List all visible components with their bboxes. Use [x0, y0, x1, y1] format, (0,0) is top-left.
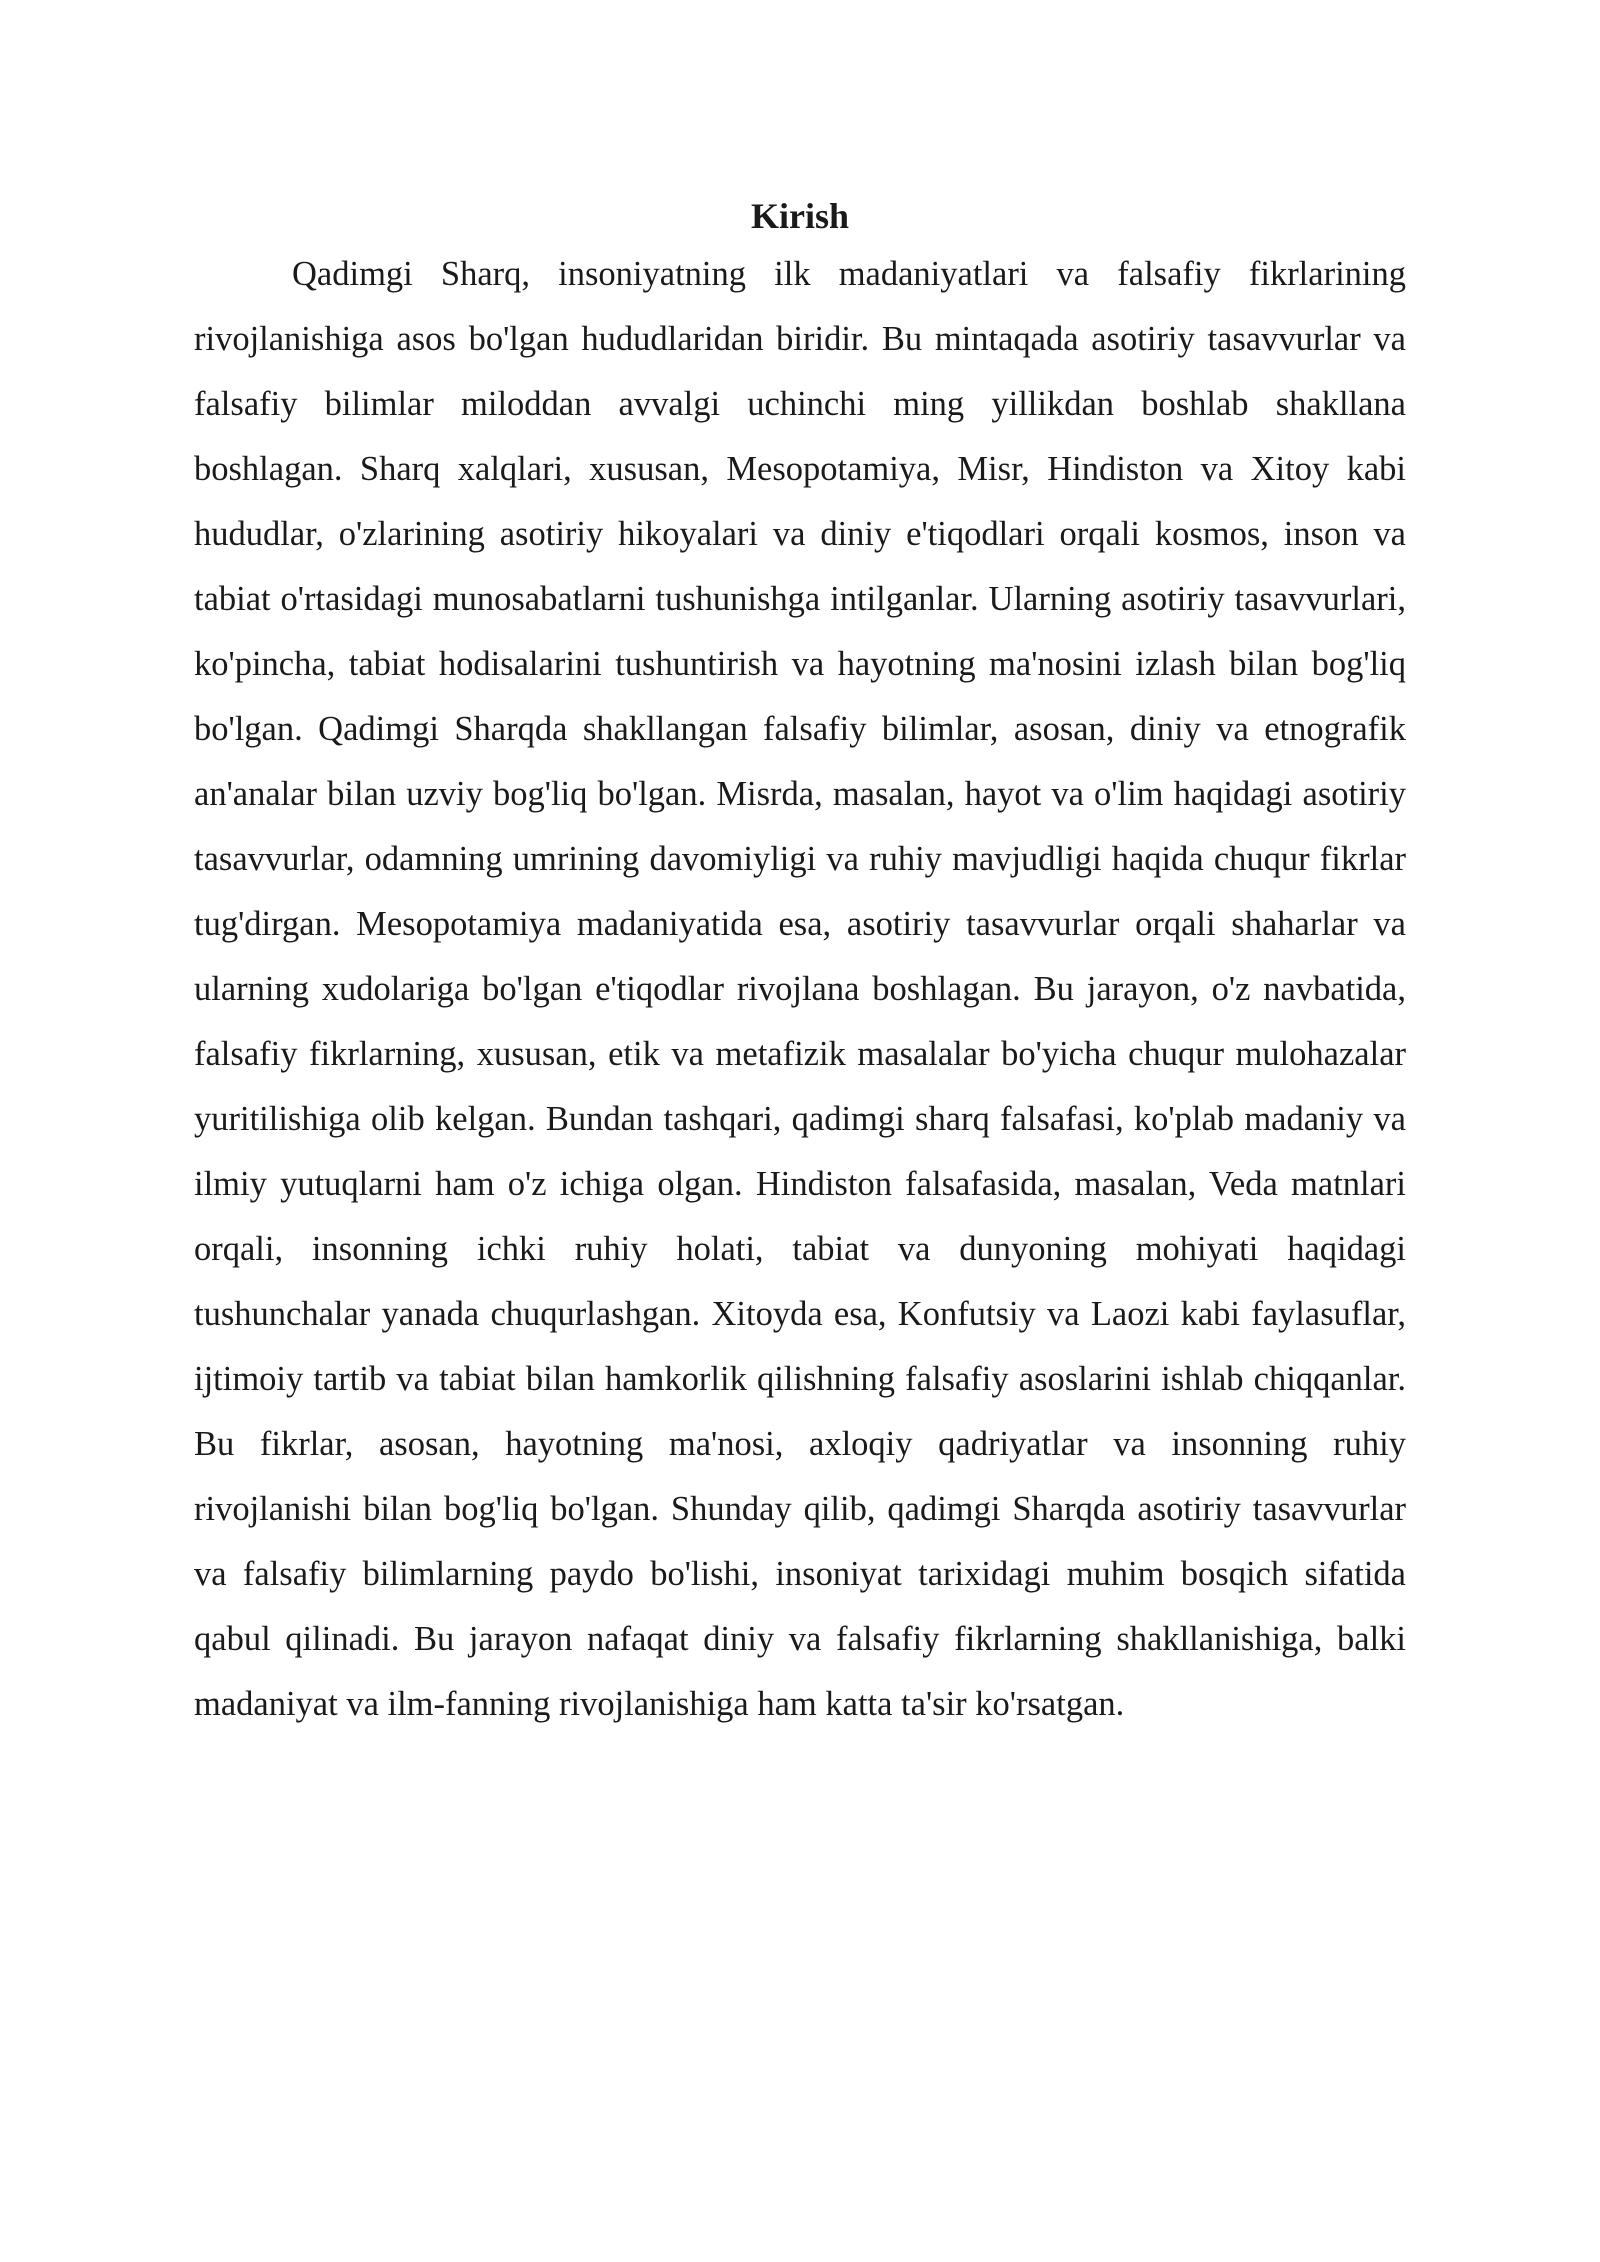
page-content: [194, 190, 1406, 1737]
body-paragraph: Qadimgi Sharq, insoniyatning ilk madaniyatlari va falsafiy fikrlarining rivojlanishiga asos bo'lgan hududlaridan biridir. Bu mintaqada asotiriy tasavvurlar va falsafiy bilimlar miloddan avvalgi uchinchi ming yillikdan boshlab shakllana boshlagan. Sharq xalqlari, xususan, Mesopotamiya, Misr, Hindiston va Xitoy kabi hududlar, o'zlarining asotiriy hikoyalari va diniy e'tiqodlari orqali kosmos, inson va tabiat o'rtasidagi munosabatlarni tushunishga intilganlar. Ularning asotiriy tasavvurlari, ko'pincha, tabiat hodisalarini tushuntirish va hayotning ma'nosini izlash bilan bog'liq bo'lgan. Qadimgi Sharqda shakllangan falsafiy bilimlar, asosan, diniy va etnografik an'analar bilan uzviy bog'liq bo'lgan. Misrda, masalan, hayot va o'lim haqidagi asotiriy tasavvurlar, odamning umrining davomiyligi va ruhiy mavjudligi haqida chuqur fikrlar tug'dirgan. Mesopotamiya madaniyatida esa, asotiriy tasavvurlar orqali shaharlar va ularning xudolariga bo'lgan e'tiqodlar rivojlana boshlagan. Bu jarayon, o'z navbatida, falsafiy fikrlarning, xususan, etik va metafizik masalalar bo'yicha chuqur mulohazalar yuritilishiga olib kelgan. Bundan tashqari, qadimgi sharq falsafasi, ko'plab madaniy va ilmiy yutuqlarni ham o'z ichiga olgan. Hindiston falsafasida, masalan, Veda matnlari orqali, insonning ichki ruhiy holati, tabiat va dunyoning mohiyati haqidagi tushunchalar yanada chuqurlashgan. Xitoyda esa, Konfutsiy va Laozi kabi faylasuflar, ijtimoiy tartib va tabiat bilan hamkorlik qilishning falsafiy asoslarini ishlab chiqqanlar. Bu fikrlar, asosan, hayotning ma'nosi, axloqiy qadriyatlar va insonning ruhiy rivojlanishi bilan bog'liq bo'lgan. Shunday qilib, qadimgi Sharqda asotiriy tasavvurlar va falsafiy bilimlarning paydo bo'lishi, insoniyat tarixidagi muhim bosqich sifatida qabul qilinadi. Bu jarayon nafaqat diniy va falsafiy fikrlarning shakllanishiga, balki madaniyat va ilm-fanning rivojlanishiga ham katta ta'sir ko'rsatgan.: [194, 255, 1406, 1723]
page-title: Kirish: [750, 196, 849, 236]
